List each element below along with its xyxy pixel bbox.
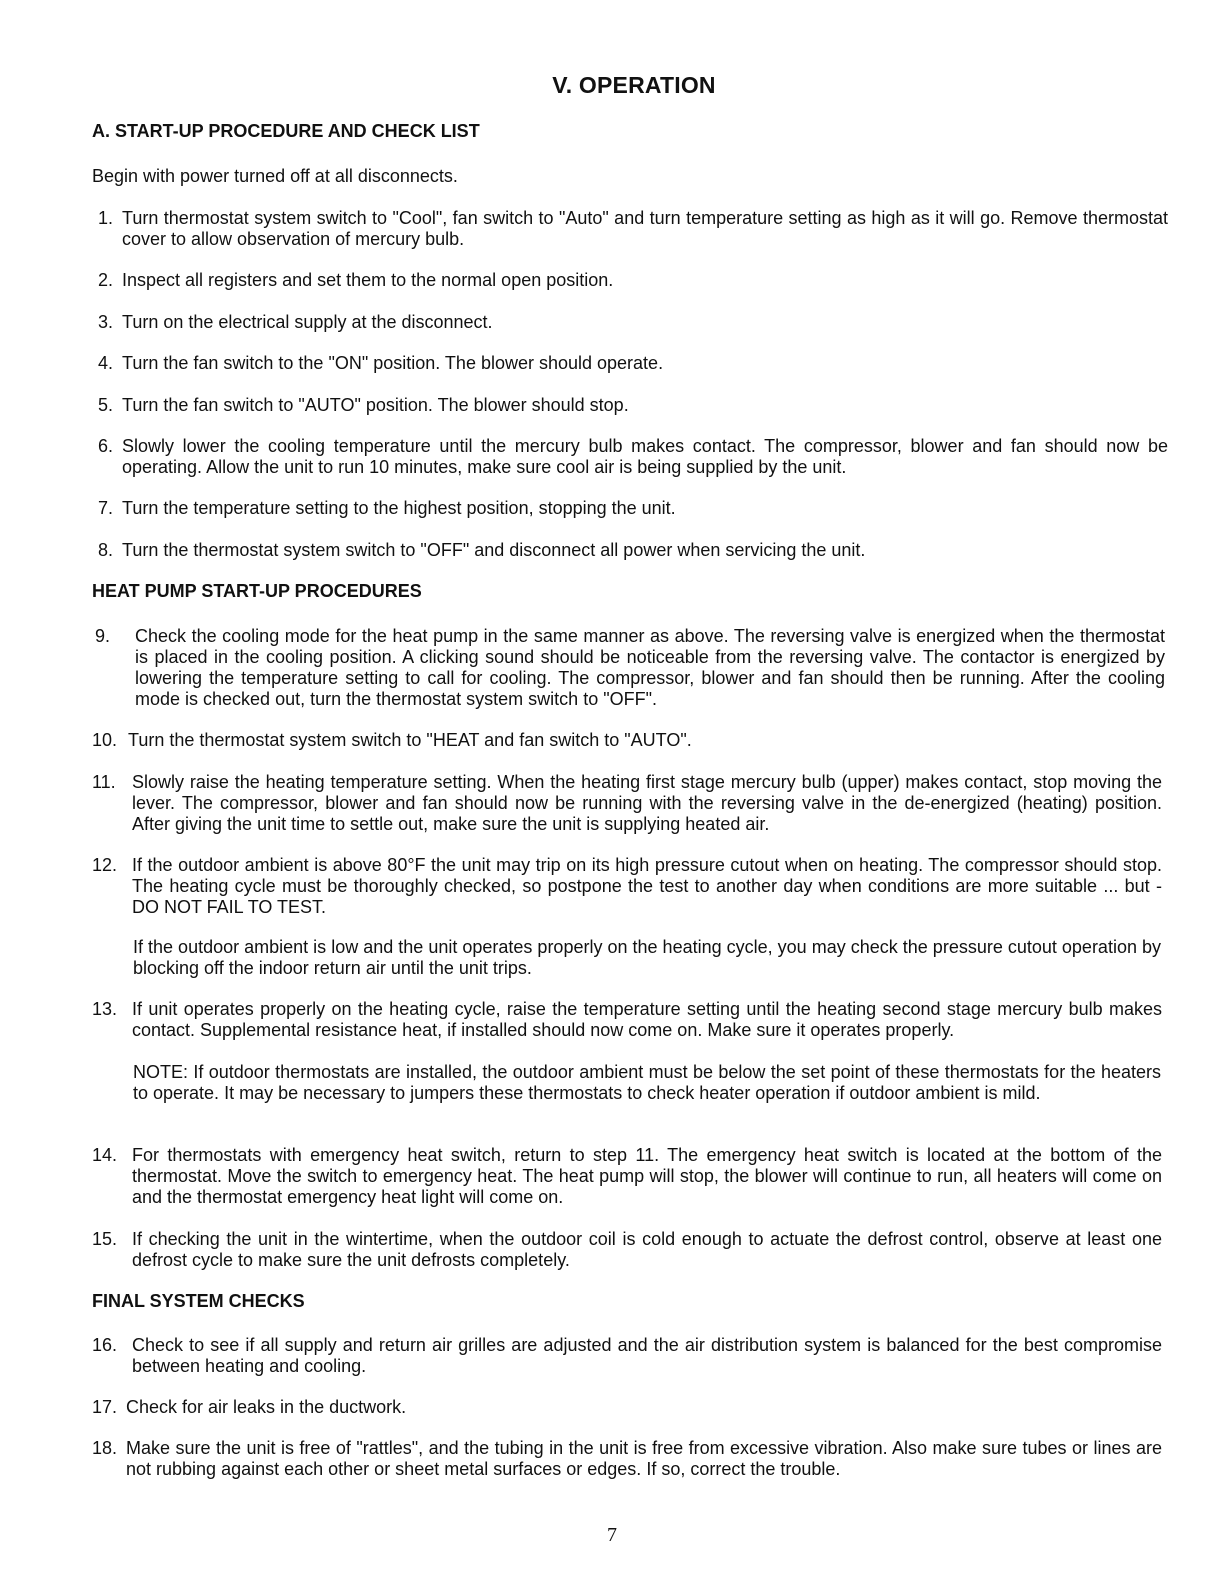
item-text: Slowly raise the heating temperature setting. When the heating first stage mercury bulb (upper) makes contact, stop moving the lever. The compressor, blower and fan should now be running with the reversing valve in the de-energized (heating) position. After giving the unit time to settle out, make sure the unit is supplying heated air.: [132, 772, 1162, 834]
item-text: If checking the unit in the wintertime, when the outdoor coil is cold enough to actuate the defrost control, observe at least one defrost cycle to make sure the unit defrosts completely.: [132, 1229, 1162, 1270]
item-text: Check the cooling mode for the heat pump in the same manner as above. The reversing valve is energized when the thermostat is placed in the cooling position. A clicking sound should be noticeable from the reversing valve. The contactor is energized by lowering the temperature setting to call for cooling. The compressor, blower and fan should then be running. After the cooling mode is checked out, turn the thermostat system switch to "OFF".: [135, 626, 1165, 709]
item-number: 16.: [92, 1335, 118, 1355]
item-number: 2.: [98, 270, 114, 290]
item-text: Turn thermostat system switch to "Cool", fan switch to "Auto" and turn temperature setting as high as it will go. Remove thermostat cover to allow observation of mercury bulb.: [122, 208, 1168, 249]
item-number: 4.: [98, 353, 114, 373]
item-text: Check to see if all supply and return air grilles are adjusted and the air distribution system is balanced for the best compromise between heating and cooling.: [132, 1335, 1162, 1376]
item-text: If unit operates properly on the heating cycle, raise the temperature setting until the heating second stage mercury bulb makes contact. Supplemental resistance heat, if installed should now come on. Make sure it operates properly.: [132, 999, 1162, 1040]
item-number: 6.: [98, 436, 114, 456]
item-13-note: NOTE: If outdoor thermostats are installed, the outdoor ambient must be below the set point of these thermostats for the heaters to operate. It may be necessary to jumpers these thermostats to check heater operation if outdoor ambient is mild.: [133, 1062, 1161, 1103]
item-number: 9.: [95, 626, 111, 646]
item-number: 5.: [98, 395, 114, 415]
heat-pump-heading: HEAT PUMP START-UP PROCEDURES: [92, 581, 422, 601]
item-number: 18.: [92, 1438, 118, 1458]
item-number: 1.: [98, 208, 114, 228]
item-number: 15.: [92, 1229, 118, 1249]
item-number: 13.: [92, 999, 118, 1019]
item-text: Turn the fan switch to "AUTO" position. The blower should stop.: [122, 395, 629, 415]
item-text: Turn the temperature setting to the highest position, stopping the unit.: [122, 498, 676, 518]
item-number: 17.: [92, 1397, 118, 1417]
item-text: Turn the thermostat system switch to "OFF" and disconnect all power when servicing the unit.: [122, 540, 866, 560]
item-number: 7.: [98, 498, 114, 518]
item-number: 12.: [92, 855, 118, 875]
item-text: Turn on the electrical supply at the disconnect.: [122, 312, 493, 332]
item-text: If the outdoor ambient is above 80°F the unit may trip on its high pressure cutout when on heating. The compressor should stop. The heating cycle must be thoroughly checked, so postpone the test to another day when conditions are more suitable ... but - DO NOT FAIL TO TEST.: [132, 855, 1162, 917]
item-text: Check for air leaks in the ductwork.: [126, 1397, 407, 1417]
item-number: 8.: [98, 540, 114, 560]
page-number: 7: [607, 1524, 617, 1546]
item-12-note: If the outdoor ambient is low and the unit operates properly on the heating cycle, you may check the pressure cutout operation by blocking off the indoor return air until the unit trips.: [133, 937, 1161, 978]
item-number: 10.: [92, 730, 118, 750]
item-number: 3.: [98, 312, 114, 332]
item-text: Slowly lower the cooling temperature until the mercury bulb makes contact. The compressor, blower and fan should now be operating. Allow the unit to run 10 minutes, make sure cool air is being supplied by the unit.: [122, 436, 1168, 477]
item-text: For thermostats with emergency heat switch, return to step 11. The emergency heat switch is located at the bottom of the thermostat. Move the switch to emergency heat. The heat pump will stop, the blower will continue to run, all heaters will come on and the thermostat emergency heat light will come on.: [132, 1145, 1162, 1207]
item-number: 11.: [92, 772, 116, 792]
item-text: Make sure the unit is free of "rattles", and the tubing in the unit is free from excessive vibration. Also make sure tubes or lines are not rubbing against each other or sheet metal surfaces or edges. If so, correct the trouble.: [126, 1438, 1162, 1479]
item-text: Turn the thermostat system switch to "HEAT and fan switch to "AUTO".: [128, 730, 692, 750]
section-a-heading: A. START-UP PROCEDURE AND CHECK LIST: [92, 121, 480, 141]
final-checks-heading: FINAL SYSTEM CHECKS: [92, 1291, 305, 1311]
item-number: 14.: [92, 1145, 118, 1165]
item-text: Turn the fan switch to the "ON" position. The blower should operate.: [122, 353, 664, 373]
intro-text: Begin with power turned off at all disconnects.: [92, 166, 458, 186]
item-text: Inspect all registers and set them to the normal open position.: [122, 270, 614, 290]
page-title: V. OPERATION: [552, 72, 716, 98]
